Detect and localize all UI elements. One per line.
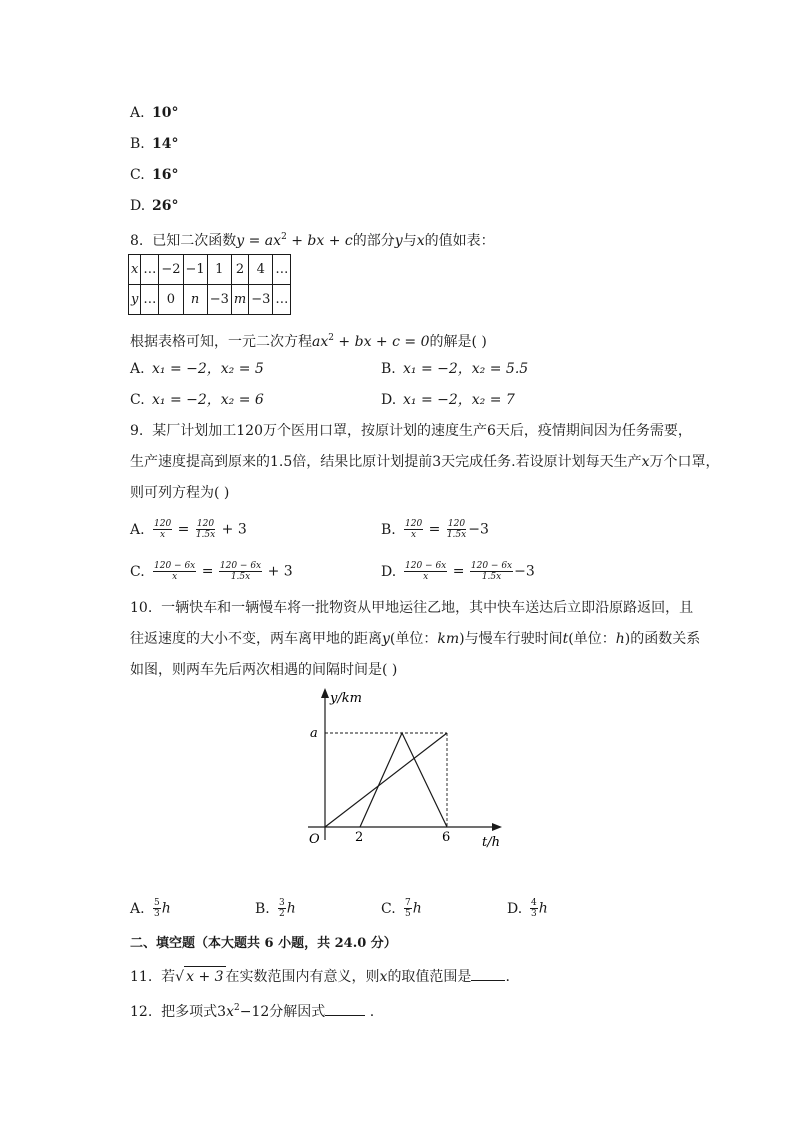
table-cell: 4 bbox=[249, 255, 273, 285]
fraction: $\frac{120}{1.5x}$ bbox=[446, 519, 467, 540]
fraction: $\frac{5}{3}$ bbox=[154, 898, 160, 919]
q8-stem bbox=[130, 227, 495, 251]
fraction: $\frac{120}{x}$ bbox=[154, 519, 172, 540]
radicand: x + 3 bbox=[184, 966, 225, 987]
q8-option-a bbox=[130, 359, 264, 379]
tick-6-label: 6 bbox=[442, 830, 451, 845]
q10-option-c: C. $\frac{7}{5}$ h bbox=[381, 898, 422, 919]
option-label: A. bbox=[130, 521, 145, 538]
slow-car-line bbox=[325, 733, 447, 827]
x-axis-arrow bbox=[492, 823, 502, 831]
q7-option-a bbox=[130, 103, 178, 123]
fraction: $\frac{120}{x}$ bbox=[405, 519, 423, 540]
stem-text: 根据表格可知，一元二次方程 bbox=[130, 334, 312, 350]
option-text: 16° bbox=[152, 167, 179, 183]
q12: 12. 把多项式$3x^2-12$分解因式 . bbox=[130, 1003, 375, 1020]
table-cell: n bbox=[183, 285, 207, 315]
q10-line-1 bbox=[130, 598, 693, 618]
q9-option-a: A. $\frac{120}{x}$ = $\frac{120}{1.5x}$ + 3 bbox=[130, 519, 247, 540]
table-cell: … bbox=[273, 255, 291, 285]
fraction: $\frac{7}{5}$ bbox=[405, 898, 411, 919]
option-text: x₁ = −2，x₂ = 6 bbox=[152, 392, 264, 408]
option-label: D. bbox=[130, 198, 146, 214]
table-row-y bbox=[129, 285, 291, 315]
q8-option-b bbox=[381, 359, 528, 379]
equation: $ax^2$ + bx + c = 0 bbox=[312, 333, 430, 350]
tick-2-label: 2 bbox=[355, 830, 364, 845]
y-axis-label: y/km bbox=[330, 691, 362, 706]
option-label: D. bbox=[381, 392, 397, 408]
fraction: $\frac{120}{1.5x}$ bbox=[195, 519, 216, 540]
q10-line-3 bbox=[130, 660, 397, 680]
y-axis-arrow bbox=[321, 688, 329, 698]
fraction: $\frac{120 - 6x}{1.5x}$ bbox=[470, 561, 513, 582]
table-cell: 1 bbox=[207, 255, 231, 285]
table-cell: y bbox=[129, 285, 141, 315]
q8-followup bbox=[130, 328, 487, 352]
answer-blank[interactable] bbox=[471, 966, 505, 981]
q9-line-2 bbox=[130, 452, 720, 472]
q10-option-b: B. $\frac{3}{2}$ h bbox=[255, 898, 296, 919]
stem-text: 的部分 bbox=[352, 233, 395, 249]
q7-option-d bbox=[130, 196, 178, 216]
fraction: $\frac{4}{3}$ bbox=[531, 898, 537, 919]
a-label: a bbox=[310, 726, 318, 741]
question-number: 9. bbox=[130, 423, 144, 439]
stem-text: 某厂计划加工120万个医用口罩，按原计划的速度生产6天后，疫情期间因为任务需要， bbox=[152, 423, 692, 439]
q8-option-d bbox=[381, 390, 515, 410]
stem-text: 如图，则两车先后两次相遇的间隔时间是( ) bbox=[130, 662, 398, 678]
q9-option-c: C. $\frac{120 - 6x}{x}$ = $\frac{120 - 6x}{1.5x}$ + 3 bbox=[130, 561, 293, 582]
option-label: B. bbox=[381, 361, 396, 377]
table-cell: −1 bbox=[183, 255, 207, 285]
answer-blank[interactable] bbox=[325, 1001, 365, 1016]
option-text: 10° bbox=[152, 105, 179, 121]
option-label: C. bbox=[130, 167, 145, 183]
table-cell: 2 bbox=[231, 255, 248, 285]
option-text: 14° bbox=[152, 136, 179, 152]
table-cell: −2 bbox=[159, 255, 183, 285]
stem-text: 生产速度提高到原来的1.5倍，结果比原计划提前3天完成任务.若设原计划每天生产 bbox=[130, 454, 642, 470]
fraction: $\frac{120 - 6x}{x}$ bbox=[154, 561, 196, 582]
table-cell: … bbox=[141, 285, 159, 315]
stem-text: 与 bbox=[402, 233, 417, 249]
origin-label: O bbox=[309, 832, 320, 847]
q9-option-d: D. $\frac{120 - 6x}{x}$ = $\frac{120 - 6x}{1.5x}$ −3 bbox=[381, 561, 535, 582]
q7-option-c bbox=[130, 165, 178, 185]
var-x: x bbox=[641, 454, 650, 470]
stem-text: 万个口罩， bbox=[649, 454, 720, 470]
option-label: C. bbox=[130, 563, 145, 580]
option-label: B. bbox=[130, 136, 145, 152]
option-label: C. bbox=[381, 900, 396, 917]
question-number: 12. bbox=[130, 1004, 153, 1020]
value-table bbox=[128, 254, 291, 315]
fast-car-line bbox=[360, 733, 447, 827]
q9-option-b: B. $\frac{120}{x}$ = $\frac{120}{1.5x}$ −3 bbox=[381, 519, 489, 540]
option-label: A. bbox=[130, 361, 145, 377]
option-label: B. bbox=[255, 900, 270, 917]
table-cell: −3 bbox=[207, 285, 231, 315]
q7-option-b bbox=[130, 134, 178, 154]
var-x: x bbox=[416, 233, 425, 249]
table-cell: … bbox=[273, 285, 291, 315]
stem-text: 的解是( ) bbox=[429, 334, 487, 350]
section-heading: 二、填空题（本大题共 6 小题，共 24.0 分） bbox=[130, 936, 397, 951]
option-text: x₁ = −2，x₂ = 5 bbox=[152, 361, 264, 377]
option-label: B. bbox=[381, 521, 396, 538]
var-y: y bbox=[394, 233, 403, 249]
option-label: D. bbox=[507, 900, 523, 917]
q11: 11. 若√ x + 3 在实数范围内有意义，则x的取值范围是 . bbox=[130, 966, 510, 987]
q10-option-d: D. $\frac{4}{3}$ h bbox=[507, 898, 548, 919]
function-expression: $y = ax^2$ + bx + c bbox=[236, 232, 353, 249]
table-cell: −3 bbox=[249, 285, 273, 315]
option-label: A. bbox=[130, 105, 145, 121]
option-label: A. bbox=[130, 900, 145, 917]
stem-text: 则可列方程为( ) bbox=[130, 485, 230, 501]
fraction: $\frac{120 - 6x}{1.5x}$ bbox=[219, 561, 262, 582]
q10-option-a: A. $\frac{5}{3}$ h bbox=[130, 898, 171, 919]
q9-line-3 bbox=[130, 483, 229, 503]
stem-text: 已知二次函数 bbox=[152, 233, 237, 249]
distance-time-graph bbox=[290, 680, 510, 855]
q10-line-2: 往返速度的大小不变，两车离甲地的距离y(单位：km)与慢车行驶时间t(单位：h)的函数关系 bbox=[130, 631, 701, 647]
option-text: 26° bbox=[152, 198, 179, 214]
stem-text: 的值如表： bbox=[424, 233, 495, 249]
fraction: $\frac{3}{2}$ bbox=[279, 898, 285, 919]
option-text: x₁ = −2，x₂ = 5.5 bbox=[403, 361, 529, 377]
q9-line-1 bbox=[130, 421, 692, 441]
table-cell: 0 bbox=[159, 285, 183, 315]
q8-option-c bbox=[130, 390, 264, 410]
question-number: 10. bbox=[130, 600, 153, 616]
x-axis-label: t/h bbox=[482, 835, 500, 850]
option-text: x₁ = −2，x₂ = 7 bbox=[403, 392, 515, 408]
table-row-x bbox=[129, 255, 291, 285]
stem-text: 一辆快车和一辆慢车将一批物资从甲地运往乙地，其中快车送达后立即沿原路返回，且 bbox=[161, 600, 694, 616]
question-number: 11. bbox=[130, 969, 153, 985]
table-cell: m bbox=[231, 285, 248, 315]
question-number: 8. bbox=[130, 233, 144, 249]
table-cell: … bbox=[141, 255, 159, 285]
table-cell: x bbox=[129, 255, 141, 285]
option-label: C. bbox=[130, 392, 145, 408]
option-label: D. bbox=[381, 563, 397, 580]
fraction: $\frac{120 - 6x}{x}$ bbox=[405, 561, 447, 582]
